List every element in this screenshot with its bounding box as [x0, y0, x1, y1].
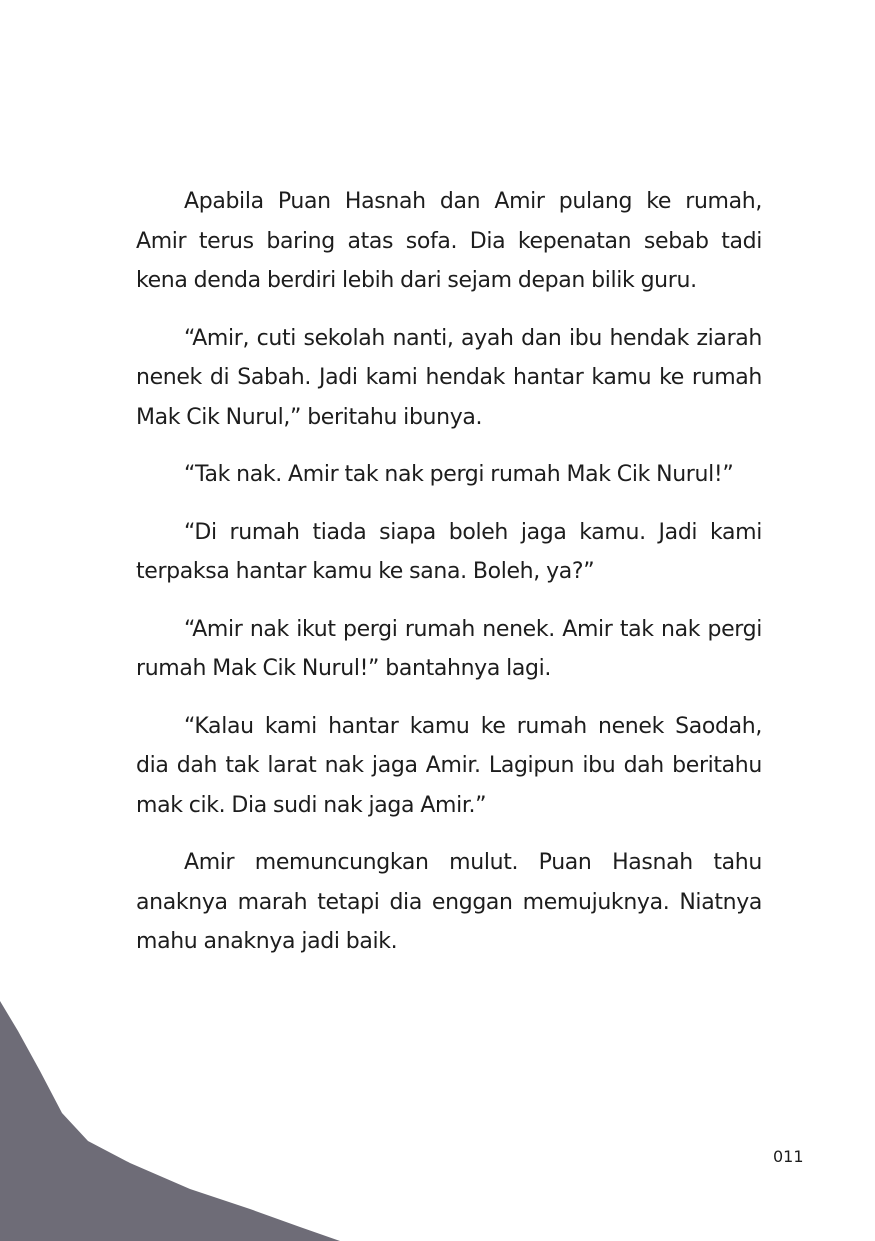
- paragraph: “Di rumah tiada siapa boleh jaga kamu. Jadi kami terpaksa hantar kamu ke sana. Boleh, ya?”: [136, 519, 762, 584]
- paragraph: “Amir, cuti sekolah nanti, ayah dan ibu hendak ziarah nenek di Sabah. Jadi kami hendak hantar kamu ke rumah Mak Cik Nurul,” beritahu ibunya.: [136, 325, 762, 430]
- paragraph: Amir memuncungkan mulut. Puan Hasnah tahu anaknya marah tetapi dia enggan memujuknya. Niatnya mahu anaknya jadi baik.: [136, 850, 762, 954]
- paragraph: “Kalau kami hantar kamu ke rumah nenek Saodah, dia dah tak larat nak jaga Amir. Lagipun ibu dah beritahu mak cik. Dia sudi nak jaga Amir.”: [136, 713, 762, 818]
- paragraph: Apabila Puan Hasnah dan Amir pulang ke rumah, Amir terus baring atas sofa. Dia kepenatan sebab tadi kena denda berdiri lebih dari sejam depan bilik guru.: [136, 189, 762, 293]
- page-number: 011: [773, 1147, 804, 1166]
- story-text: [136, 182, 762, 980]
- paragraph: “Tak nak. Amir tak nak pergi rumah Mak Cik Nurul!”: [184, 462, 734, 487]
- decorative-corner-shape: [0, 1001, 340, 1241]
- paragraph: “Amir nak ikut pergi rumah nenek. Amir tak nak pergi rumah Mak Cik Nurul!” bantahnya lagi.: [136, 616, 762, 681]
